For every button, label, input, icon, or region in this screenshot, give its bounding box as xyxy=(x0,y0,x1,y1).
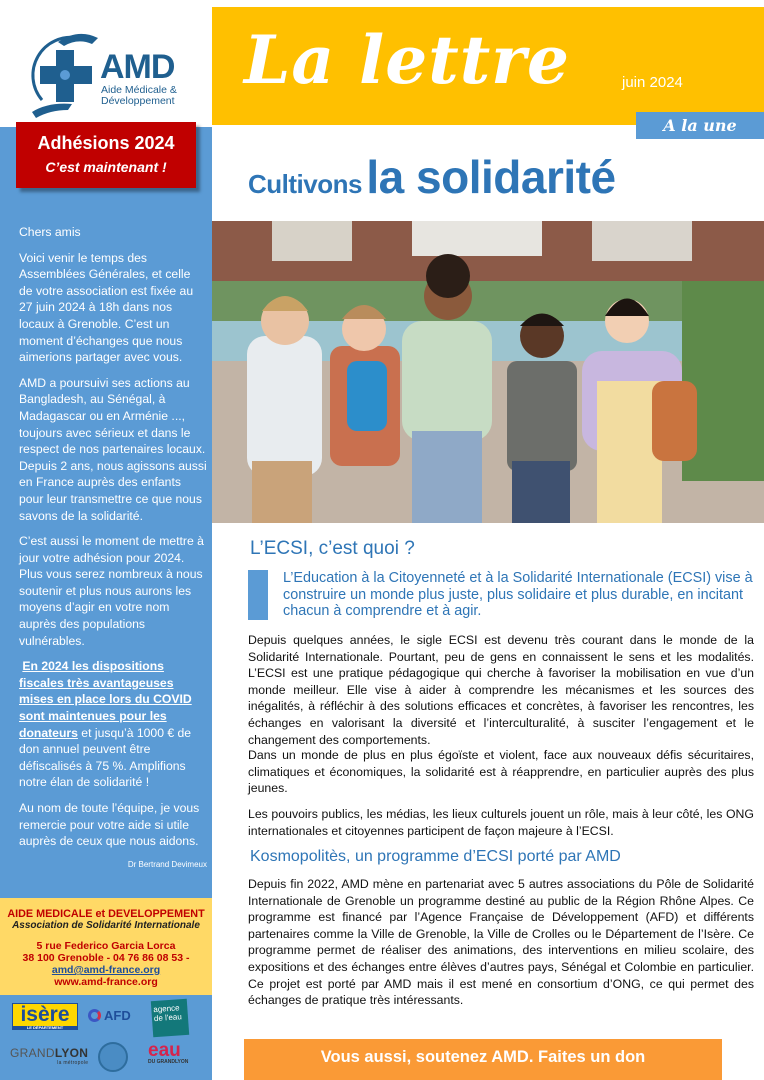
contact-block xyxy=(0,898,212,995)
email-link[interactable]: amd@amd-france.org xyxy=(51,964,161,976)
paragraph: C’est aussi le moment de mettre à jour votre adhésion pour 2024. Plus vous serez nombreux à nous soutenir et plus nous aurons les moyens d’agir en votre nom auprès des populations vulnérables. xyxy=(19,534,204,648)
paragraph: AMD a poursuivi ses actions au Bangladesh, au Sénégal, à Madagascar ou en Arménie ..., toujours avec sérieux et dans le respect de nos partenaires locaux. Depuis 2 ans, nous agissons aussi en France auprès des enfants pour leur transmettre ce que nous savons de la solidarité. xyxy=(19,375,207,523)
children-group-photo xyxy=(212,221,764,523)
afd-logo: AFD xyxy=(88,1008,131,1023)
membership-callout[interactable] xyxy=(16,122,196,188)
membership-title: Adhésions 2024 xyxy=(37,133,175,153)
logo-subtitle: Aide Médicale & Développement xyxy=(101,84,177,107)
membership-subtitle: C’est maintenant ! xyxy=(45,159,167,175)
body-paragraph: Dans un monde de plus en plus égoïste et violent, face aux nouveaux défis sécuritaires, climatiques et économiques, la solidarité est à réapprendre, en particulier auprès des plus jeunes. xyxy=(248,748,754,796)
city-phone: 38 100 Grenoble - 04 76 86 08 53 - xyxy=(22,952,190,964)
logo-wordmark: AMD xyxy=(100,48,175,86)
page-headline: Cultivons la solidarité xyxy=(248,151,616,203)
afd-ring-icon xyxy=(88,1009,101,1022)
paragraph: Voici venir le temps des Assemblées Générales, et celle de votre association est fixée au 27 juin 2024 à 18h dans nos locaux à Grenoble. C’est un moment d’échanges que nous aimerions partager avec vous. xyxy=(19,250,194,365)
body-paragraph: Les pouvoirs publics, les médias, les lieux culturels jouent un rôle, mais à leur côté, les ONG internationales et citoyennes participent de façon majeure à l’ECSI. xyxy=(248,807,754,838)
org-type: Association de Solidarité Internationale xyxy=(12,920,200,931)
isere-logo: isère LE DÉPARTEMENT xyxy=(12,1003,78,1030)
photo-illustration xyxy=(212,221,764,523)
newsletter-title: La lettre xyxy=(244,21,570,99)
paragraph: En 2024 les dispositions fiscales très avantageuses mises en place lors du COVID sont maintenues pour les donateurs et jusqu’à 1000 € de don annuel peuvent être défiscalisés à 75 %. Amplifions notre élan de solidarité ! xyxy=(19,659,192,790)
body-paragraph: Depuis fin 2022, AMD mène en partenariat avec 5 autres associations du Pôle de Solidarité Internationale de Grenoble un programme destiné au public de la Région Rhône Alpes. Ce programme est financé par l’Agence Française de Développement (AFD) et différents partenaires comme la Ville de Grenoble, la Ville de Crolles ou le Département de l’Isère. Ce programme permet de réaliser des animations, des interventions en milieu scolaire, des expositions et des échanges entre élèves d’autres pays, Sénégal et Colombie en particulier. Ce projet est porté par AMD mais il est mené en consortium d’ONG, ce qui permet des échanges de pratique très intéressants. xyxy=(248,877,754,1008)
lead-quote: L’Education à la Citoyenneté et à la Solidarité Internationale (ECSI) vise à construire un monde plus juste, plus solidaire et plus durable, en incitant chacun à comprendre et à agir. xyxy=(283,570,753,619)
paragraph: Au nom de toute l’équipe, je vous remercie pour votre aide si utile auprès de ceux que nous aidons. xyxy=(19,801,200,849)
seal-logo-icon xyxy=(98,1042,128,1072)
masthead xyxy=(212,7,764,125)
quote-bar xyxy=(248,570,268,620)
grandlyon-logo: GRANDLYON la métropole xyxy=(10,1046,89,1066)
section-tab-a-la-une: A la une xyxy=(636,112,764,139)
issue-date: juin 2024 xyxy=(622,74,683,91)
donate-button[interactable]: Vous aussi, soutenez AMD. Faites un don xyxy=(244,1039,722,1080)
editorial-letter xyxy=(19,224,207,873)
section-heading-kosmopolites: Kosmopolitès, un programme d’ECSI porté par AMD xyxy=(250,848,621,865)
hands-puzzle-cross-icon xyxy=(28,30,108,120)
amd-logo xyxy=(28,30,188,120)
section-heading-ecsi: L’ECSI, c’est quoi ? xyxy=(250,538,415,559)
tax-highlight: En 2024 les dispositions fiscales très avantageuses mises en place lors du COVID sont maintenues pour les donateurs xyxy=(19,659,192,740)
org-name: AIDE MEDICALE et DEVELOPPEMENT xyxy=(7,908,205,920)
agence-eau-logo: agence de l'eau xyxy=(151,999,189,1037)
partner-logos xyxy=(0,995,212,1080)
signature: Dr Bertrand Devimeux xyxy=(127,859,207,869)
body-paragraph: Depuis quelques années, le sigle ECSI est devenu très courant dans le monde de la Solidarité Internationale. Pourtant, peu de gens en connaissent le sens et les modalités. L’ECSI est une pratique pédagogique qui cherche à favoriser la mobilisation en vue d’un monde meilleur. Elle vise à aider à comprendre les mécanismes et les sources des inégalités, à réfléchir à des solutions efficaces et concrètes, à favoriser les rencontres, les échanges en valorisant la diversité et l’interculturalité, à susciter l’engagement et le changement des comportements. xyxy=(248,633,754,747)
greeting: Chers amis xyxy=(19,225,81,239)
street-address: 5 rue Federico Garcia Lorca xyxy=(36,940,176,952)
website-link[interactable]: www.amd-france.org xyxy=(54,976,158,988)
eau-grandlyon-logo: eau DU GRANDLYON xyxy=(148,1040,189,1065)
